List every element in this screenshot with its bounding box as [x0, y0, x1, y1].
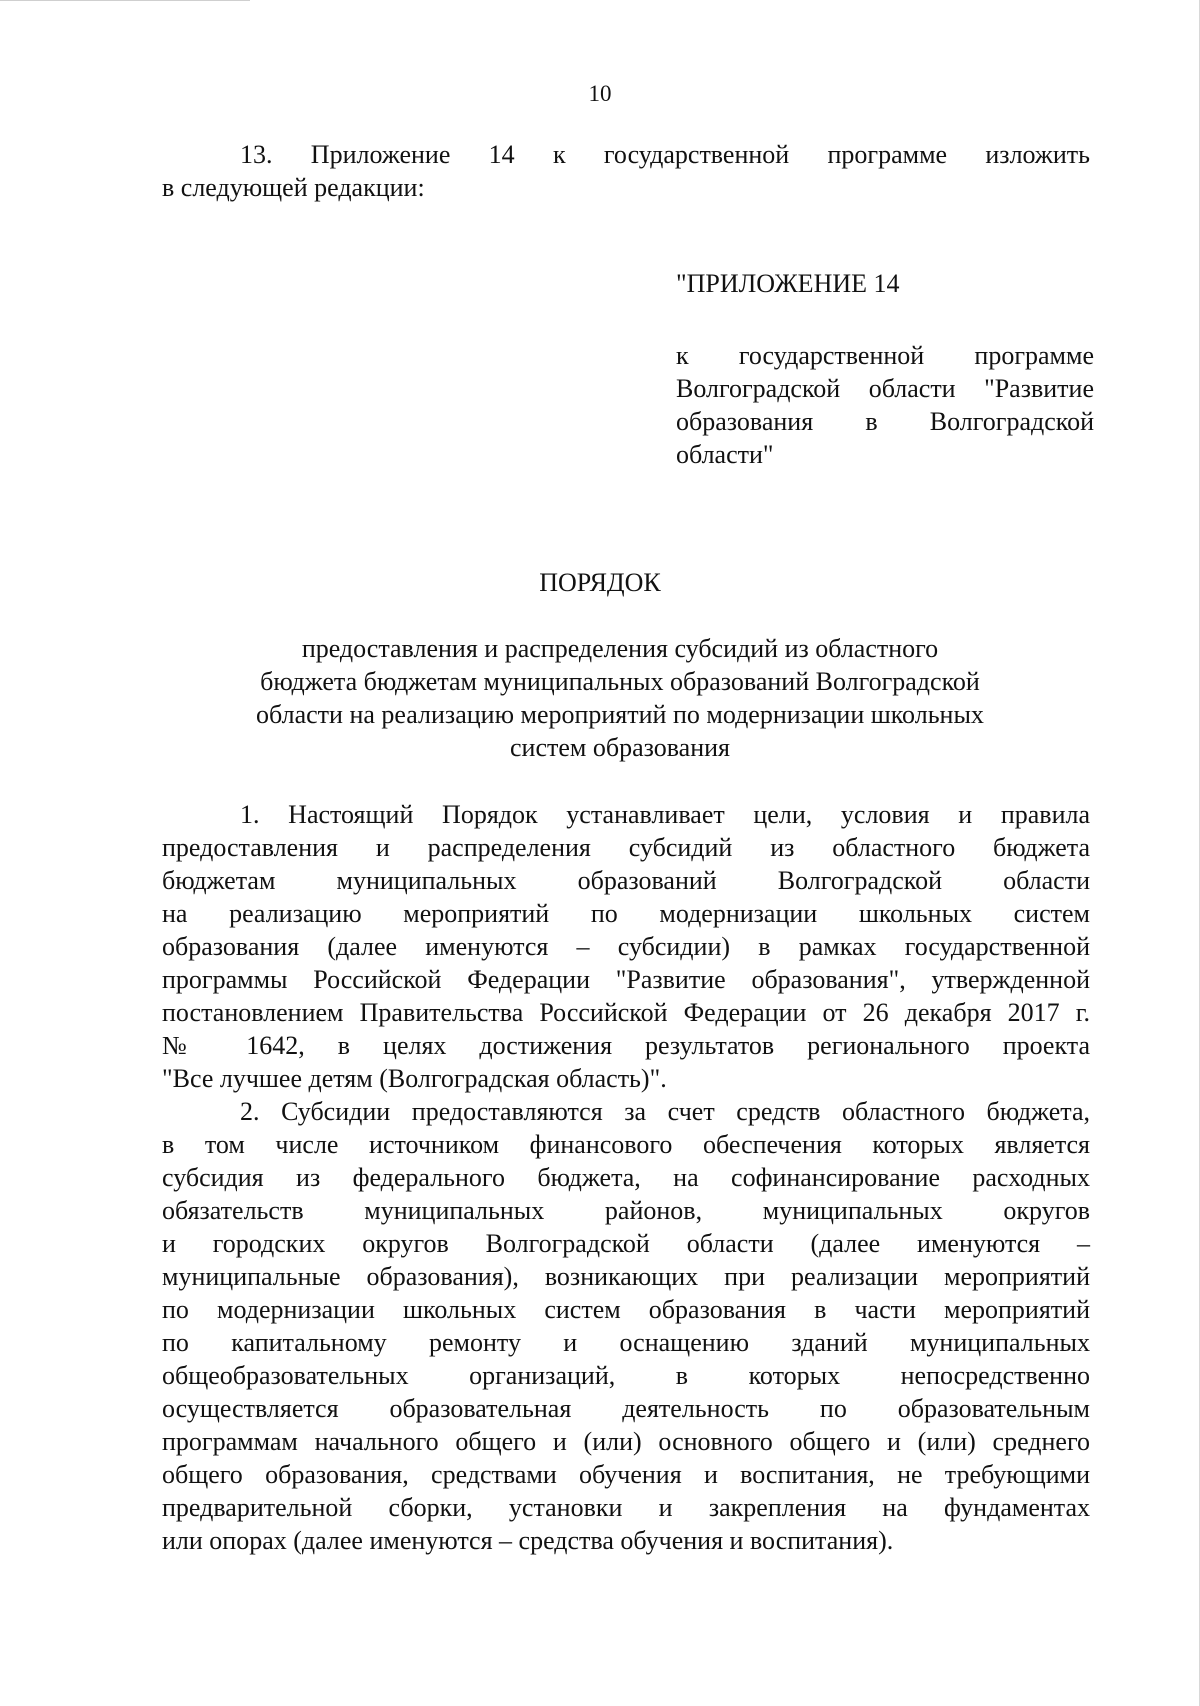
- section-2-line: муниципальные образования), возникающих при реализации мероприятий: [162, 1262, 1090, 1291]
- appendix-line: образования в Волгоградской: [676, 407, 1094, 436]
- intro-line-1: 13. Приложение 14 к государственной программе изложить: [240, 140, 1090, 169]
- section-2-line: программам начального общего и (или) основного общего и (или) среднего: [162, 1427, 1090, 1456]
- section-1-line: бюджетам муниципальных образований Волгоградской области: [162, 866, 1090, 895]
- section-2-line: обязательств муниципальных районов, муниципальных округов: [162, 1196, 1090, 1225]
- section-1-line: 1. Настоящий Порядок устанавливает цели, условия и правила: [240, 800, 1090, 829]
- section-2-line: или опорах (далее именуются – средства обучения и воспитания).: [162, 1526, 894, 1555]
- section-2-line: осуществляется образовательная деятельность по образовательным: [162, 1394, 1090, 1423]
- section-2-line: по модернизации школьных систем образования в части мероприятий: [162, 1295, 1090, 1324]
- document-subtitle: [200, 632, 1040, 764]
- section-2-line: общего образования, средствами обучения и воспитания, не требующими: [162, 1460, 1090, 1489]
- appendix-title: "ПРИЛОЖЕНИЕ 14: [676, 269, 900, 298]
- section-2-line: субсидия из федерального бюджета, на софинансирование расходных: [162, 1163, 1090, 1192]
- section-2-line: 2. Субсидии предоставляются за счет средств областного бюджета,: [240, 1097, 1090, 1126]
- subtitle-line: предоставления и распределения субсидий из областного: [301, 634, 939, 663]
- appendix-line: Волгоградской области "Развитие: [676, 374, 1094, 403]
- document-title: ПОРЯДОК: [539, 568, 661, 597]
- section-2-line: по капитальному ремонту и оснащению зданий муниципальных: [162, 1328, 1090, 1357]
- scan-edge-line: [0, 0, 250, 1]
- subtitle-line: области на реализацию мероприятий по модернизации школьных: [256, 700, 984, 729]
- section-2-line: и городских округов Волгоградской области (далее именуются –: [162, 1229, 1090, 1258]
- subtitle-line: систем образования: [510, 733, 730, 762]
- section-2-paragraph: [162, 1095, 1090, 1557]
- section-2-line: в том числе источником финансового обеспечения которых является: [162, 1130, 1090, 1159]
- section-2-line: предварительной сборки, установки и закрепления на фундаментах: [162, 1493, 1090, 1522]
- section-1-paragraph: [162, 798, 1090, 1095]
- appendix-subtitle: [676, 339, 1094, 471]
- section-1-line: на реализацию мероприятий по модернизации школьных систем: [162, 899, 1090, 928]
- intro-paragraph: [162, 138, 1090, 204]
- section-1-line: постановлением Правительства Российской Федерации от 26 декабря 2017 г.: [162, 998, 1090, 1027]
- appendix-line: к государственной программе: [676, 341, 1094, 370]
- page-number: 10: [588, 81, 612, 106]
- appendix-line: области": [676, 440, 774, 469]
- section-1-line: "Все лучшее детям (Волгоградская область)".: [162, 1064, 667, 1093]
- section-1-line: предоставления и распределения субсидий из областного бюджета: [162, 833, 1090, 862]
- subtitle-line: бюджета бюджетам муниципальных образований Волгоградской: [260, 667, 980, 696]
- section-1-line: № 1642, в целях достижения результатов регионального проекта: [162, 1031, 1090, 1060]
- section-1-line: программы Российской Федерации "Развитие образования", утвержденной: [162, 965, 1090, 994]
- section-1-line: образования (далее именуются – субсидии) в рамках государственной: [162, 932, 1090, 961]
- intro-line-2: в следующей редакции:: [162, 173, 425, 202]
- section-2-line: общеобразовательных организаций, в которых непосредственно: [162, 1361, 1090, 1390]
